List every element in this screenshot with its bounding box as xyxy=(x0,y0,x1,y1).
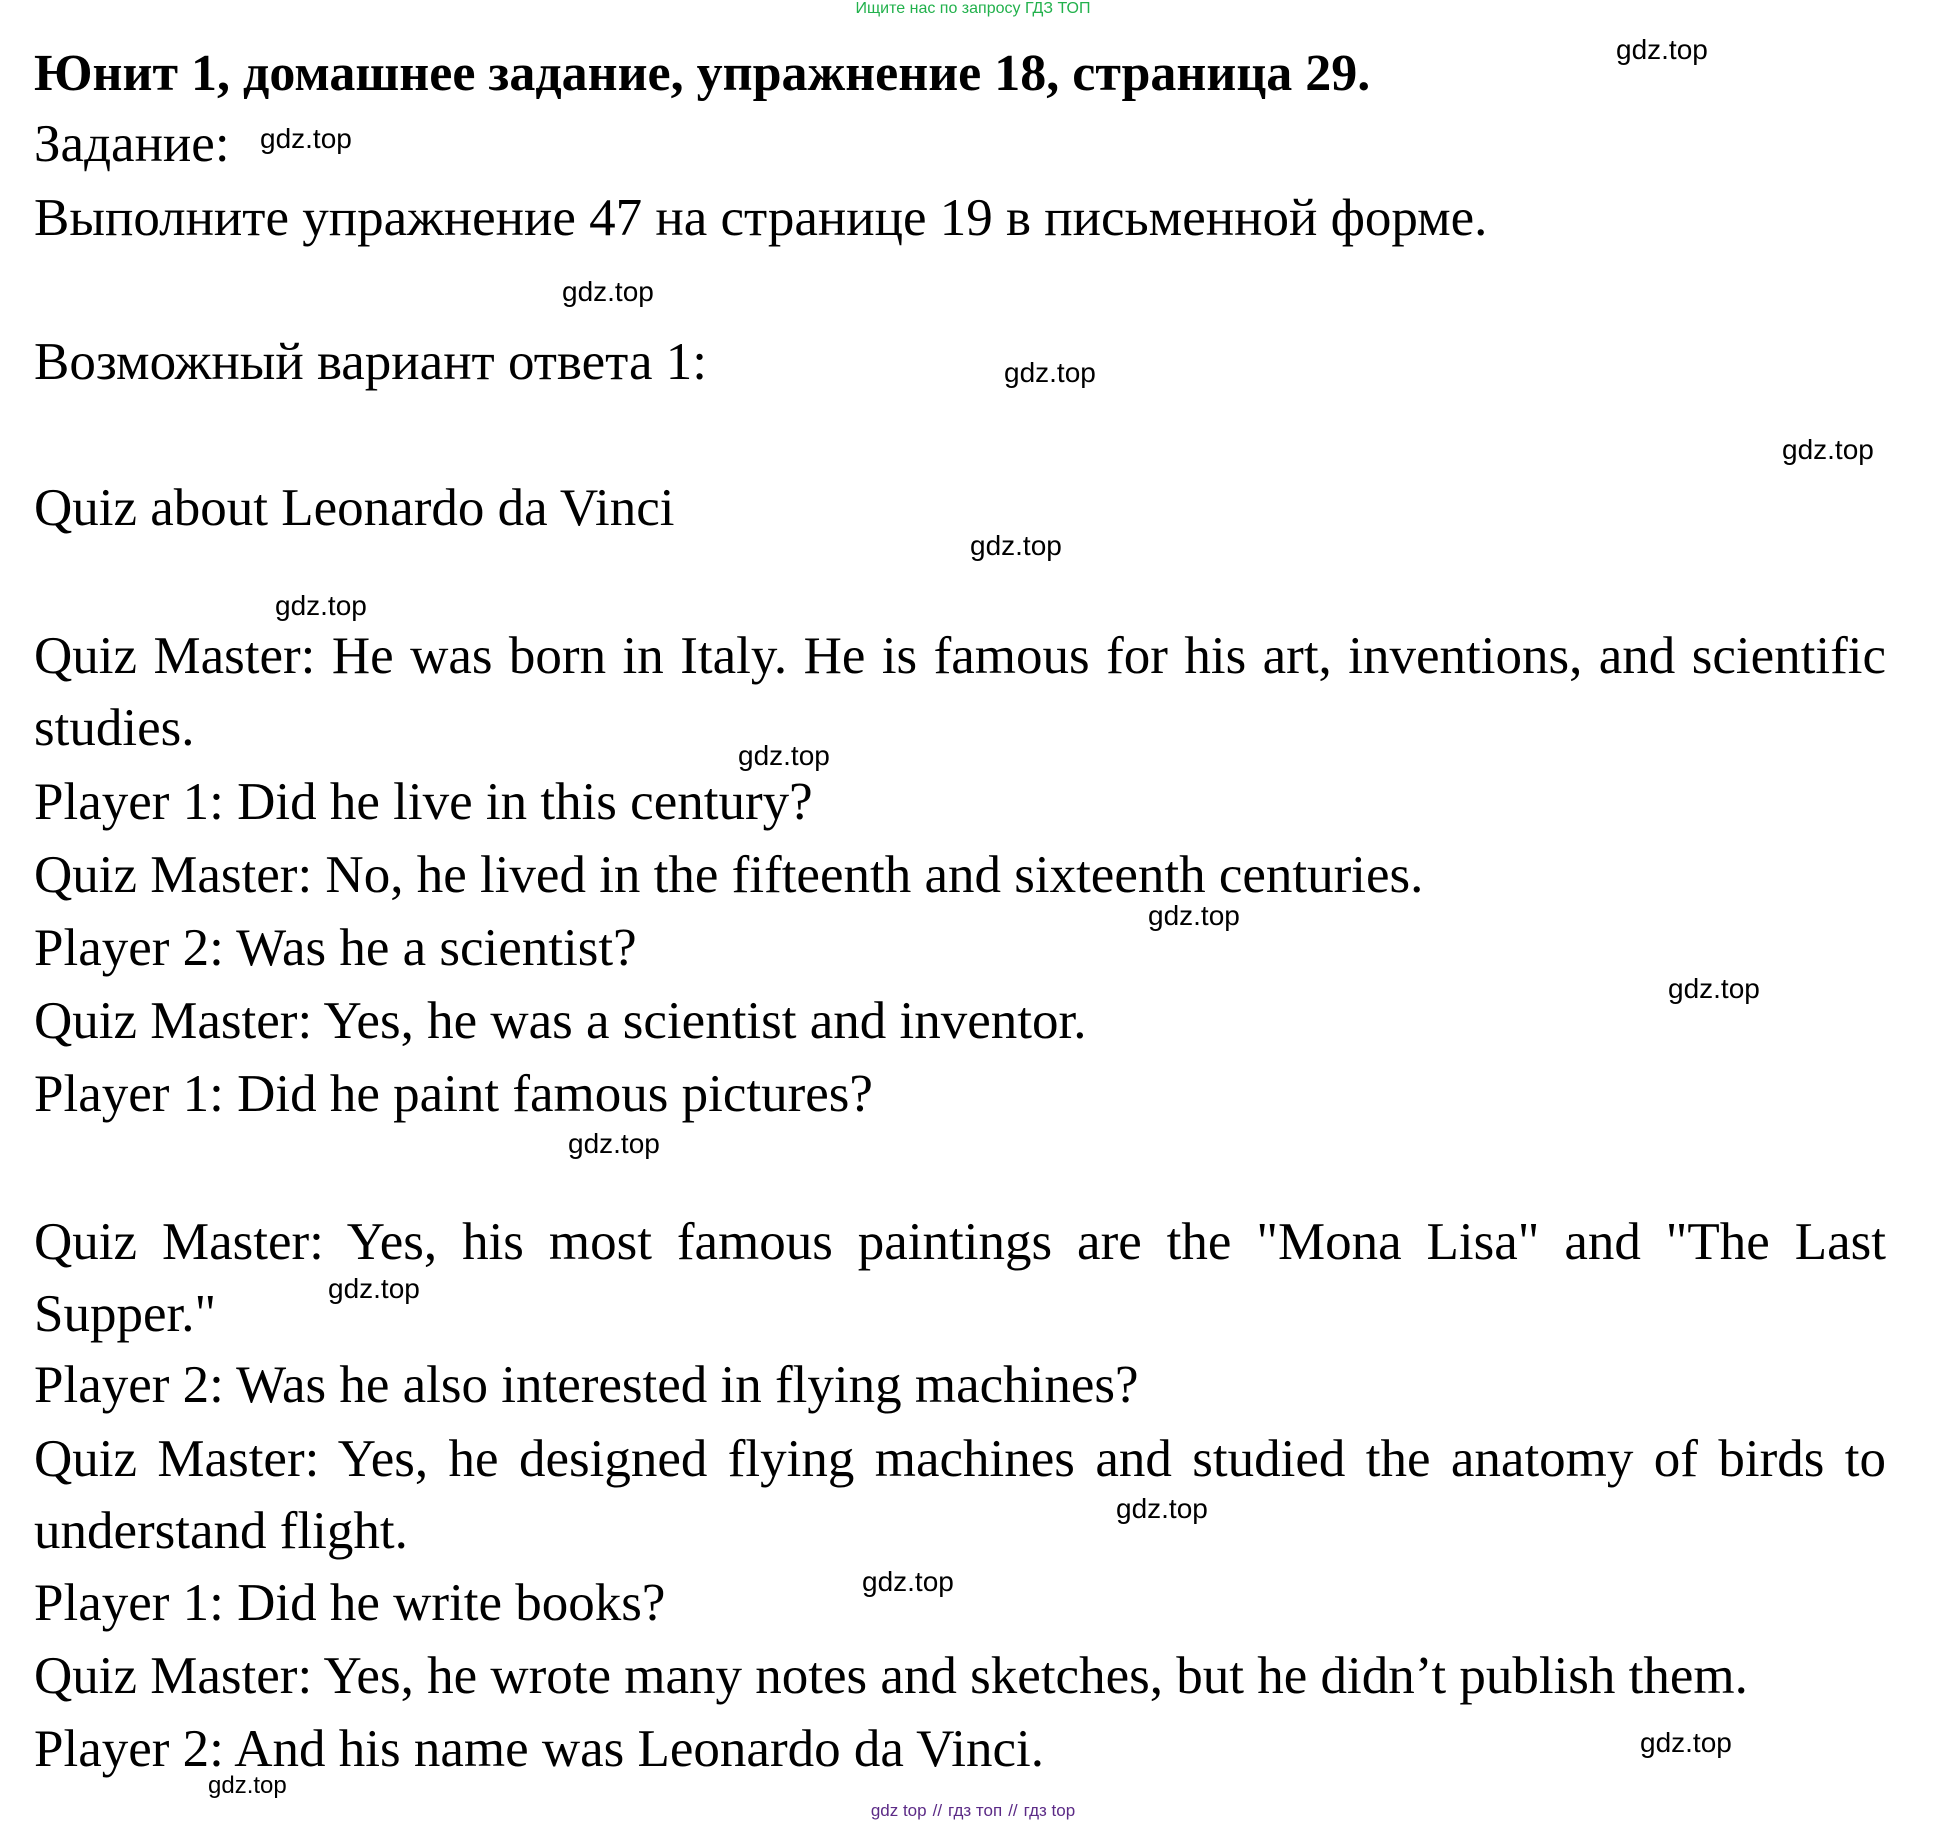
watermark: gdz.top xyxy=(260,123,352,154)
quiz-title: Quiz about Leonardo da Vinci xyxy=(34,479,675,537)
page-title: Юнит 1, домашнее задание, упражнение 18, страница 29. xyxy=(34,45,1371,102)
dialogue-line: Player 2: Was he a scientist? xyxy=(34,919,637,977)
watermark: gdz.top xyxy=(208,1772,287,1799)
footer-part: gdz top xyxy=(870,1801,927,1820)
top-notice: Ищите нас по запросу ГДЗ ТОП xyxy=(855,0,1091,17)
dialogue-line: Quiz Master: No, he lived in the fifteenth and sixteenth centuries. xyxy=(34,846,1424,904)
dialogue-line: Quiz Master: Yes, his most famous paintings are the "Mona Lisa" and "The Last Supper." xyxy=(34,1213,1886,1343)
watermark: gdz.top xyxy=(1782,434,1874,465)
answer-label: Возможный вариант ответа 1: xyxy=(34,333,707,391)
footer-separator: // xyxy=(932,1801,943,1820)
dialogue-line: Quiz Master: Yes, he was a scientist and inventor. xyxy=(34,992,1087,1050)
watermark: gdz.top xyxy=(862,1566,954,1597)
watermark: gdz.top xyxy=(1640,1727,1732,1758)
footer xyxy=(0,1801,1946,1821)
watermark: gdz.top xyxy=(970,530,1062,561)
watermark: gdz.top xyxy=(1004,357,1096,388)
watermark: gdz.top xyxy=(738,740,830,771)
footer-part: гдз top xyxy=(1023,1801,1076,1820)
watermark: gdz.top xyxy=(275,590,367,621)
dialogue-line: Player 1: Did he paint famous pictures? xyxy=(34,1065,873,1123)
watermark: gdz.top xyxy=(1116,1493,1208,1524)
watermark: gdz.top xyxy=(1668,973,1760,1004)
dialogue-line: Quiz Master: He was born in Italy. He is famous for his art, inventions, and scientific studies. xyxy=(34,627,1886,757)
task-text: Выполните упражнение 47 на странице 19 в письменной форме. xyxy=(34,189,1488,247)
watermark: gdz.top xyxy=(562,276,654,307)
footer-part: гдз топ xyxy=(948,1801,1003,1820)
watermark: gdz.top xyxy=(568,1128,660,1159)
dialogue-line: Quiz Master: Yes, he wrote many notes and sketches, but he didn’t publish them. xyxy=(34,1647,1748,1705)
watermark: gdz.top xyxy=(1148,900,1240,931)
dialogue-line: Quiz Master: Yes, he designed flying machines and studied the anatomy of birds to understand flight. xyxy=(34,1430,1886,1560)
dialogue-line: Player 1: Did he live in this century? xyxy=(34,773,813,831)
dialogue-line: Player 2: And his name was Leonardo da Vinci. xyxy=(34,1720,1044,1778)
watermark: gdz.top xyxy=(328,1273,420,1304)
task-label: Задание: xyxy=(34,115,230,173)
watermark: gdz.top xyxy=(1616,34,1708,65)
dialogue-line: Player 1: Did he write books? xyxy=(34,1574,666,1632)
dialogue-line: Player 2: Was he also interested in flying machines? xyxy=(34,1356,1139,1414)
footer-separator: // xyxy=(1008,1801,1018,1820)
